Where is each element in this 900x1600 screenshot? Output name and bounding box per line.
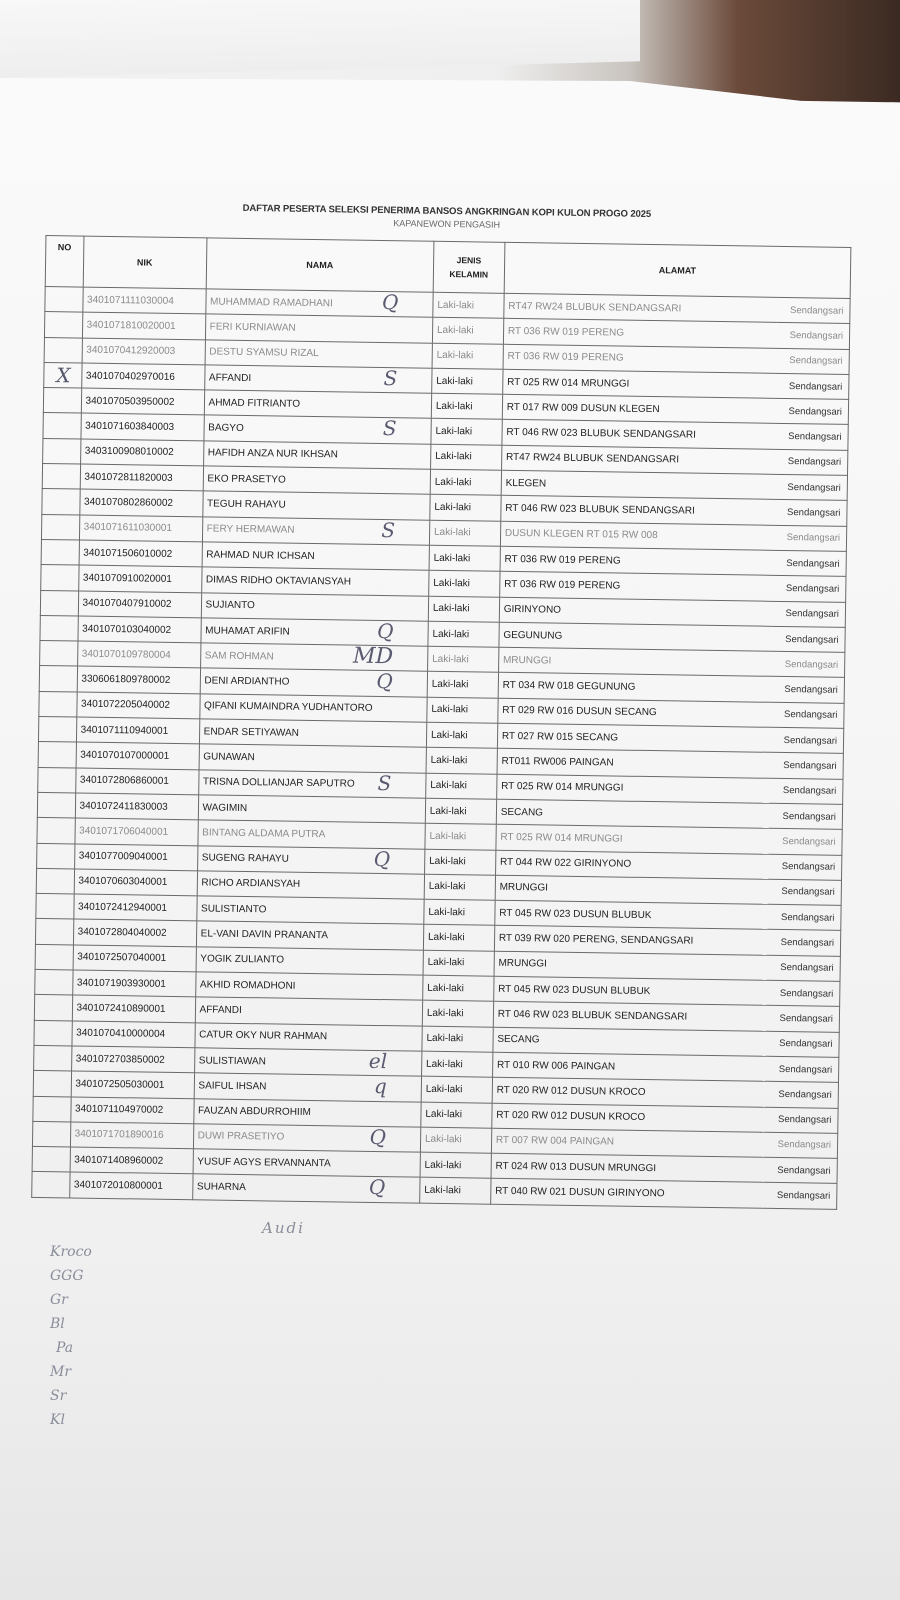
- cell-alamat: RT 010 RW 006 PAINGAN: [492, 1052, 766, 1081]
- cell-alamat: RT 045 RW 023 DUSUN BLUBUK: [495, 900, 769, 929]
- cell-nama: [204, 390, 432, 419]
- cell-jenis-kelamin: Laki-laki: [424, 849, 495, 875]
- cell-jenis-kelamin: Laki-laki: [427, 672, 498, 698]
- cell-jenis-kelamin: Laki-laki: [421, 1076, 492, 1102]
- cell-nama-text: FERY HERMAWAN: [206, 523, 295, 537]
- cell-alamat: SECANG: [493, 1027, 767, 1056]
- cell-nama: [199, 719, 427, 748]
- handwritten-signature-mark: Q: [369, 1124, 387, 1149]
- cell-nama: [198, 769, 426, 798]
- cell-nik: 3401071603840003: [80, 414, 203, 441]
- cell-alamat: RT 020 RW 012 DUSUN KROCO: [492, 1103, 766, 1132]
- cell-nama: [193, 1149, 421, 1178]
- cell-nama: [200, 643, 428, 672]
- cell-no: [40, 615, 78, 641]
- cell-jenis-kelamin: Laki-laki: [420, 1127, 491, 1153]
- cell-desa: Sendangsari: [768, 904, 841, 930]
- document: [31, 200, 858, 1210]
- cell-desa: Sendangsari: [773, 576, 846, 602]
- cell-nik: 3401070109780004: [77, 641, 200, 668]
- cell-nama-text: MUHAMAT ARIFIN: [205, 624, 290, 638]
- cell-alamat: MRUNGGI: [494, 951, 768, 980]
- cell-desa: Sendangsari: [774, 474, 847, 500]
- cell-desa: Sendangsari: [776, 323, 849, 349]
- cell-nama-text: SULISTIAWAN: [198, 1054, 266, 1067]
- cell-no: [43, 413, 81, 439]
- cell-nama: [205, 339, 433, 368]
- cell-alamat: RT 044 RW 022 GIRINYONO: [495, 850, 769, 879]
- cell-jenis-kelamin: Laki-laki: [423, 925, 494, 951]
- cell-desa: Sendangsari: [773, 525, 846, 551]
- cell-desa: Sendangsari: [771, 702, 844, 728]
- cell-desa: Sendangsari: [769, 829, 842, 855]
- cell-nama-text: RAHMAD NUR ICHSAN: [206, 549, 315, 562]
- cell-jenis-kelamin: Laki-laki: [422, 1000, 493, 1026]
- cell-no: [34, 995, 72, 1021]
- header-jenis-kelamin: [433, 241, 505, 293]
- cell-no: [35, 969, 73, 995]
- cell-jenis-kelamin: Laki-laki: [422, 1026, 493, 1052]
- cell-nama-text: EKO PRASETYO: [207, 473, 286, 486]
- cell-nama: [205, 314, 433, 343]
- handwritten-signature-mark: MD: [352, 643, 394, 670]
- cell-desa: Sendangsari: [765, 1056, 838, 1082]
- cell-nama: [198, 820, 426, 849]
- cell-no: [42, 489, 80, 515]
- cell-nama-text: MUHAMMAD RAMADHANI: [209, 296, 333, 309]
- cell-nik: 3401071408960002: [70, 1147, 193, 1174]
- cell-no: [44, 337, 82, 363]
- cell-nama-text: BAGYO: [208, 422, 244, 435]
- participants-table: [31, 235, 851, 1210]
- cell-nik: 3401070103040002: [77, 616, 200, 643]
- cell-nik: 3401070410000004: [71, 1021, 194, 1048]
- cell-desa: Sendangsari: [775, 424, 848, 450]
- cell-nama-text: SAM ROHMAN: [204, 650, 274, 663]
- cell-nik: 3401071706040001: [74, 818, 197, 845]
- cell-alamat: RT 027 RW 015 SECANG: [497, 723, 771, 752]
- cell-jenis-kelamin: Laki-laki: [430, 444, 501, 470]
- cell-alamat: RT 020 RW 012 DUSUN KROCO: [492, 1077, 766, 1106]
- cell-desa: Sendangsari: [774, 449, 847, 475]
- cell-no: [38, 716, 76, 742]
- cell-nik: 3401070402970016: [81, 363, 204, 390]
- cell-nama-text: YUSUF AGYS ERVANNANTA: [197, 1156, 331, 1170]
- cell-nama-text: CATUR OKY NUR RAHMAN: [199, 1029, 328, 1043]
- header-kelamin: KELAMIN: [449, 268, 489, 280]
- cell-desa: Sendangsari: [776, 373, 849, 399]
- cell-nama-text: GUNAWAN: [203, 751, 255, 764]
- cell-nama: [193, 1098, 421, 1127]
- cell-jenis-kelamin: Laki-laki: [429, 520, 500, 546]
- cell-nik: 3401071701890016: [70, 1122, 193, 1149]
- cell-no: [34, 1020, 72, 1046]
- cell-jenis-kelamin: Laki-laki: [420, 1152, 491, 1178]
- cell-nama-text: SAIFUL IHSAN: [198, 1080, 267, 1093]
- cell-desa: Sendangsari: [767, 930, 840, 956]
- cell-alamat: RT 046 RW 023 BLUBUK SENDANGSARI: [502, 420, 776, 449]
- cell-desa: Sendangsari: [764, 1132, 837, 1158]
- cell-jenis-kelamin: Laki-laki: [424, 874, 495, 900]
- cell-nama-text: ENDAR SETIYAWAN: [203, 726, 299, 739]
- cell-desa: Sendangsari: [769, 803, 842, 829]
- cell-jenis-kelamin: Laki-laki: [421, 1051, 492, 1077]
- cell-jenis-kelamin: Laki-laki: [423, 975, 494, 1001]
- cell-nama: [197, 845, 425, 874]
- handwritten-signature-mark: S: [382, 416, 397, 441]
- cell-desa: Sendangsari: [772, 601, 845, 627]
- cell-jenis-kelamin: Laki-laki: [426, 773, 497, 799]
- cell-no: [44, 362, 82, 388]
- cell-nama: [197, 871, 425, 900]
- cell-nik: 3401072505030001: [71, 1071, 194, 1098]
- cell-nama: [201, 567, 429, 596]
- cell-no: [41, 514, 79, 540]
- cell-jenis-kelamin: Laki-laki: [430, 495, 501, 521]
- cell-nik: 3401072804040002: [73, 919, 196, 946]
- cell-alamat: MRUNGGI: [498, 647, 772, 676]
- cell-alamat: KLEGEN: [501, 470, 775, 499]
- cell-nama-text: AFFANDI: [199, 1004, 242, 1016]
- cell-no: [42, 464, 80, 490]
- cell-nama: [195, 1022, 423, 1051]
- handwritten-x-mark: X: [56, 363, 71, 388]
- cell-jenis-kelamin: Laki-laki: [432, 343, 503, 369]
- cell-jenis-kelamin: Laki-laki: [433, 292, 504, 318]
- cell-nama-text: WAGIMIN: [202, 801, 248, 814]
- cell-desa: Sendangsari: [771, 651, 844, 677]
- cell-alamat: MRUNGGI: [495, 875, 769, 904]
- cell-nik: 3401072411830003: [75, 793, 198, 820]
- cell-nama-text: QIFANI KUMAINDRA YUDHANTORO: [203, 700, 373, 715]
- cell-desa: Sendangsari: [770, 727, 843, 753]
- cell-jenis-kelamin: Laki-laki: [432, 368, 503, 394]
- handwritten-list-item: Gr: [50, 1292, 68, 1308]
- header-no: NO: [45, 236, 83, 288]
- cell-desa: Sendangsari: [766, 1031, 839, 1057]
- handwritten-signature-mark: S: [377, 770, 392, 795]
- cell-nama: [193, 1124, 421, 1153]
- cell-nik: 3401071903930001: [72, 970, 195, 997]
- cell-nik: 3401071611030001: [79, 515, 202, 542]
- cell-no: [43, 388, 81, 414]
- handwritten-list-item: Kl: [50, 1412, 65, 1428]
- cell-desa: Sendangsari: [773, 550, 846, 576]
- cell-no: [41, 539, 79, 565]
- cell-jenis-kelamin: Laki-laki: [427, 697, 498, 723]
- handwritten-signature-mark: q: [373, 1074, 387, 1099]
- cell-nik: 3403100908010002: [80, 439, 203, 466]
- cell-nama: [202, 491, 430, 520]
- cell-desa: Sendangsari: [776, 348, 849, 374]
- cell-alamat: RT 025 RW 014 MRUNGGI: [496, 824, 770, 853]
- cell-nik: 3401072412940001: [73, 894, 196, 921]
- cell-nik: 3401072703850002: [71, 1046, 194, 1073]
- cell-nik: 3401071506010002: [79, 540, 202, 567]
- cell-alamat: RT 036 RW 019 PERENG: [503, 319, 777, 348]
- cell-alamat: RT 025 RW 014 MRUNGGI: [496, 774, 770, 803]
- cell-alamat: RT011 RW006 PAINGAN: [497, 749, 771, 778]
- header-nik: NIK: [83, 236, 207, 289]
- document-title: DAFTAR PESERTA SELEKSI PENERIMA BANSOS ANGKRINGAN KOPI KULON PROGO 2025: [242, 202, 652, 220]
- cell-jenis-kelamin: Laki-laki: [427, 646, 498, 672]
- cell-no: [41, 565, 79, 591]
- cell-nama-text: TRISNA DOLLIANJAR SAPUTRO: [202, 776, 355, 790]
- cell-alamat: RT 025 RW 014 MRUNGGI: [502, 369, 776, 398]
- header-nama: NAMA: [206, 238, 434, 292]
- cell-nama: [205, 289, 433, 318]
- cell-desa: Sendangsari: [777, 297, 850, 323]
- cell-no: [35, 919, 73, 945]
- cell-desa: Sendangsari: [765, 1081, 838, 1107]
- cell-nik: 3401070412920003: [82, 338, 205, 365]
- cell-desa: Sendangsari: [767, 955, 840, 981]
- cell-alamat: RT 046 RW 023 BLUBUK SENDANGSARI: [501, 496, 775, 525]
- cell-desa: Sendangsari: [772, 626, 845, 652]
- cell-jenis-kelamin: Laki-laki: [421, 1102, 492, 1128]
- handwritten-list-item: GGG: [50, 1268, 84, 1284]
- cell-nik: 3401072205040002: [76, 692, 199, 719]
- cell-nama: [196, 921, 424, 950]
- cell-nama: [192, 1174, 420, 1203]
- table-body: [32, 286, 850, 1209]
- cell-nama-text: DIMAS RIDHO OKTAVIANSYAH: [205, 574, 352, 588]
- cell-alamat: RT 034 RW 018 GEGUNUNG: [498, 673, 772, 702]
- cell-no: [33, 1096, 71, 1122]
- cell-alamat: RT 017 RW 009 DUSUN KLEGEN: [502, 394, 776, 423]
- cell-nama: [196, 947, 424, 976]
- cell-alamat: RT47 RW24 BLUBUK SENDANGSARI: [501, 445, 775, 474]
- handwritten-note: Audi: [262, 1219, 305, 1237]
- cell-nama-text: SUHARNA: [196, 1181, 246, 1194]
- cell-nik: 3306061809780002: [77, 666, 200, 693]
- cell-no: [36, 868, 74, 894]
- cell-desa: Sendangsari: [768, 854, 841, 880]
- handwritten-signature-mark: Q: [381, 289, 399, 315]
- cell-alamat: GIRINYONO: [499, 597, 773, 626]
- cell-no: [32, 1146, 70, 1172]
- header-jenis: JENIS: [456, 255, 482, 266]
- cell-jenis-kelamin: Laki-laki: [431, 393, 502, 419]
- cell-no: [44, 312, 82, 338]
- cell-nik: 3401070910020001: [78, 565, 201, 592]
- cell-alamat: RT 045 RW 023 DUSUN BLUBUK: [493, 976, 767, 1005]
- cell-no: [37, 818, 75, 844]
- cell-nik: 3401072410890001: [72, 995, 195, 1022]
- cell-nik: 3401071810020001: [82, 312, 205, 339]
- cell-jenis-kelamin: Laki-laki: [432, 318, 503, 344]
- cell-jenis-kelamin: Laki-laki: [425, 798, 496, 824]
- handwritten-signature-mark: el: [368, 1048, 388, 1074]
- cell-no: [32, 1172, 70, 1198]
- cell-desa: Sendangsari: [770, 778, 843, 804]
- cell-nama-text: DESTU SYAMSU RIZAL: [209, 346, 319, 360]
- cell-alamat: RT 024 RW 013 DUSUN MRUNGGI: [491, 1153, 765, 1182]
- cell-nama-text: TEGUH RAHAYU: [206, 498, 286, 511]
- cell-nama: [200, 668, 428, 697]
- cell-desa: Sendangsari: [766, 1006, 839, 1032]
- cell-no: [43, 438, 81, 464]
- cell-no: [37, 792, 75, 818]
- cell-no: [35, 944, 73, 970]
- cell-alamat: GEGUNUNG: [499, 622, 773, 651]
- cell-jenis-kelamin: Laki-laki: [429, 570, 500, 596]
- cell-jenis-kelamin: Laki-laki: [431, 419, 502, 445]
- cell-nik: 3401071111030004: [82, 287, 205, 314]
- cell-nama: [194, 1073, 422, 1102]
- cell-nama: [199, 744, 427, 773]
- cell-alamat: RT 046 RW 023 BLUBUK SENDANGSARI: [493, 1002, 767, 1031]
- cell-nik: 3401070603040001: [74, 869, 197, 896]
- cell-alamat: RT 036 RW 019 PERENG: [500, 546, 774, 575]
- cell-alamat: DUSUN KLEGEN RT 015 RW 008: [500, 521, 774, 550]
- cell-jenis-kelamin: Laki-laki: [426, 722, 497, 748]
- cell-nama-text: FERI KURNIAWAN: [209, 321, 296, 334]
- cell-nama: [195, 972, 423, 1001]
- cell-alamat: SECANG: [496, 799, 770, 828]
- cell-nama-text: AFFANDI: [208, 371, 252, 384]
- cell-nama-text: HAFIDH ANZA NUR IKHSAN: [207, 447, 338, 461]
- cell-nik: 3401070107000001: [76, 742, 199, 769]
- cell-nama-text: YOGIK ZULIANTO: [200, 953, 285, 966]
- cell-nama-text: AKHID ROMADHONI: [199, 979, 296, 992]
- handwritten-list-item: Mr: [50, 1364, 72, 1380]
- handwritten-list-item: Bl: [50, 1316, 65, 1332]
- cell-alamat: RT 040 RW 021 DUSUN GIRINYONO: [490, 1179, 764, 1208]
- cell-no: [45, 286, 83, 312]
- cell-nama: [204, 415, 432, 444]
- cell-nik: 3401070407910002: [78, 591, 201, 618]
- cell-nik: 3401070503950002: [81, 388, 204, 415]
- cell-nama: [201, 592, 429, 621]
- handwritten-signature-mark: Q: [376, 618, 394, 644]
- cell-nama-text: DUWI PRASETIYO: [197, 1130, 285, 1144]
- cell-no: [38, 767, 76, 793]
- cell-no: [38, 742, 76, 768]
- cell-desa: Sendangsari: [775, 399, 848, 425]
- handwritten-signature-mark: Q: [368, 1175, 386, 1200]
- cell-desa: Sendangsari: [771, 677, 844, 703]
- cell-nama-text: DENI ARDIANTHO: [204, 675, 290, 688]
- cell-nama: [203, 441, 431, 470]
- cell-alamat: RT 029 RW 016 DUSUN SECANG: [498, 698, 772, 727]
- cell-jenis-kelamin: Laki-laki: [429, 545, 500, 571]
- cell-nik: 3401072806860001: [75, 768, 198, 795]
- cell-no: [40, 590, 78, 616]
- cell-nama-text: AHMAD FITRIANTO: [208, 397, 301, 410]
- cell-jenis-kelamin: Laki-laki: [425, 823, 496, 849]
- cell-alamat: RT 039 RW 020 PERENG, SENDANGSARI: [494, 926, 768, 955]
- cell-nama-text: FAUZAN ABDURROHIIM: [197, 1105, 311, 1119]
- cell-jenis-kelamin: Laki-laki: [428, 621, 499, 647]
- cell-nama-text: EL-VANI DAVIN PRANANTA: [200, 928, 329, 942]
- cell-nik: 3401072811820003: [80, 464, 203, 491]
- cell-desa: Sendangsari: [774, 500, 847, 526]
- cell-jenis-kelamin: Laki-laki: [428, 596, 499, 622]
- cell-nama: [201, 618, 429, 647]
- cell-nama: [194, 1048, 422, 1077]
- cell-nama-text: SULISTIANTO: [200, 903, 267, 916]
- handwritten-signature-mark: Q: [373, 846, 391, 871]
- cell-nama-text: BINTANG ALDAMA PUTRA: [202, 827, 326, 841]
- cell-nik: 3401070802860002: [79, 489, 202, 516]
- handwritten-list-item: Pa: [56, 1340, 74, 1356]
- cell-nama: [202, 542, 430, 571]
- cell-nama-text: SUJIANTO: [205, 599, 255, 612]
- cell-no: [40, 641, 78, 667]
- cell-nama: [202, 517, 430, 546]
- cell-nama: [195, 997, 423, 1026]
- cell-alamat: RT 007 RW 004 PAINGAN: [491, 1128, 765, 1157]
- handwritten-signature-mark: S: [383, 365, 398, 391]
- cell-nik: 3401072010800001: [69, 1172, 192, 1199]
- cell-nik: 3401077009040001: [74, 844, 197, 871]
- cell-nama: [198, 795, 426, 824]
- cell-nama: [204, 365, 432, 394]
- cell-jenis-kelamin: Laki-laki: [426, 748, 497, 774]
- cell-nik: 3401071110940001: [76, 717, 199, 744]
- cell-desa: Sendangsari: [764, 1183, 837, 1209]
- cell-nama: [203, 466, 431, 495]
- cell-desa: Sendangsari: [770, 753, 843, 779]
- cell-nama-text: SUGENG RAHAYU: [201, 852, 289, 865]
- cell-nik: 3401071104970002: [70, 1096, 193, 1123]
- cell-desa: Sendangsari: [765, 1107, 838, 1133]
- cell-no: [39, 666, 77, 692]
- cell-no: [39, 691, 77, 717]
- cell-no: [34, 1045, 72, 1071]
- cell-no: [36, 894, 74, 920]
- cell-no: [37, 843, 75, 869]
- cell-desa: Sendangsari: [768, 879, 841, 905]
- cell-alamat: RT47 RW24 BLUBUK SENDANGSARI: [504, 293, 778, 322]
- handwritten-list-item: Sr: [50, 1388, 67, 1404]
- cell-alamat: RT 036 RW 019 PERENG: [499, 572, 773, 601]
- handwritten-list-item: Kroco: [50, 1244, 92, 1260]
- cell-no: [33, 1071, 71, 1097]
- header-alamat: ALAMAT: [504, 242, 851, 298]
- cell-no: [32, 1121, 70, 1147]
- cell-jenis-kelamin: Laki-laki: [420, 1178, 491, 1204]
- cell-desa: Sendangsari: [767, 980, 840, 1006]
- handwritten-signature-mark: S: [381, 517, 396, 542]
- cell-nik: 3401072507040001: [73, 945, 196, 972]
- cell-nama: [196, 896, 424, 925]
- cell-jenis-kelamin: Laki-laki: [430, 469, 501, 495]
- handwritten-list: [50, 1240, 92, 1432]
- cell-alamat: RT 036 RW 019 PERENG: [503, 344, 777, 373]
- document-subtitle: KAPANEWON PENGASIH: [393, 218, 501, 230]
- cell-desa: Sendangsari: [764, 1157, 837, 1183]
- cell-jenis-kelamin: Laki-laki: [423, 950, 494, 976]
- cell-nama-text: RICHO ARDIANSYAH: [201, 877, 301, 891]
- cell-jenis-kelamin: Laki-laki: [424, 899, 495, 925]
- cell-nama: [199, 694, 427, 723]
- handwritten-signature-mark: Q: [376, 669, 393, 694]
